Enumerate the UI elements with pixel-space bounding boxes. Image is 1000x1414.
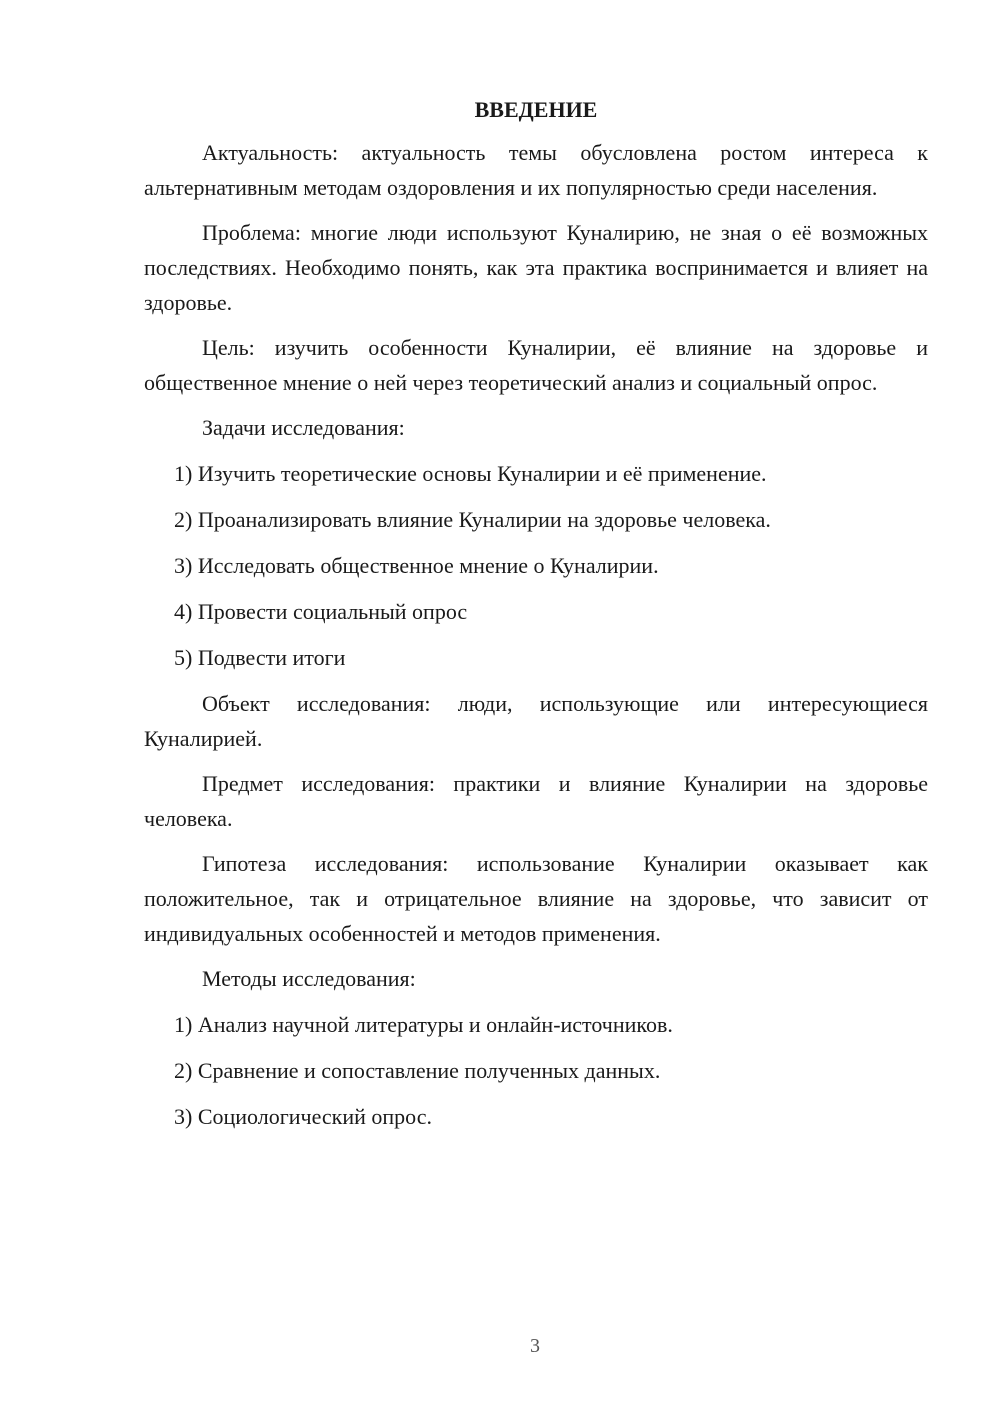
relevance-paragraph: Актуальность: актуальность темы обусловлена ростом интереса к альтернативным методам оздоровления и их популярностью среди населения. [144, 140, 928, 200]
task-item: 5) Подвести итоги [174, 645, 346, 670]
task-item: 3) Исследовать общественное мнение о Куналирии. [174, 553, 659, 578]
object-paragraph: Объект исследования: люди, использующие или интересующиеся Куналирией. [144, 691, 928, 751]
goal-paragraph: Цель: изучить особенности Куналирии, её влияние на здоровье и общественное мнение о ней через теоретический анализ и социальный опрос. [144, 335, 928, 395]
tasks-heading: Задачи исследования: [202, 415, 405, 440]
page-number: 3 [530, 1335, 540, 1357]
section-title: ВВЕДЕНИЕ [474, 97, 598, 122]
methods-list [144, 1007, 928, 1134]
method-item: 3) Социологический опрос. [174, 1104, 432, 1129]
hypothesis-paragraph: Гипотеза исследования: использование Куналирии оказывает как положительное, так и отрицательное влияние на здоровье, что зависит от индивидуальных особенностей и методов применения. [144, 851, 928, 946]
task-item: 4) Провести социальный опрос [174, 599, 468, 624]
subject-paragraph: Предмет исследования: практики и влияние Куналирии на здоровье человека. [144, 771, 928, 831]
document-page [144, 95, 928, 1145]
tasks-list [144, 456, 928, 675]
method-item: 2) Сравнение и сопоставление полученных данных. [174, 1058, 661, 1083]
problem-paragraph: Проблема: многие люди используют Куналирию, не зная о её возможных последствиях. Необходимо понять, как эта практика воспринимается и влияет на здоровье. [144, 220, 928, 315]
method-item: 1) Анализ научной литературы и онлайн-источников. [174, 1012, 673, 1037]
task-item: 2) Проанализировать влияние Куналирии на здоровье человека. [174, 507, 771, 532]
task-item: 1) Изучить теоретические основы Куналирии и её применение. [174, 461, 767, 486]
methods-heading: Методы исследования: [202, 966, 416, 991]
